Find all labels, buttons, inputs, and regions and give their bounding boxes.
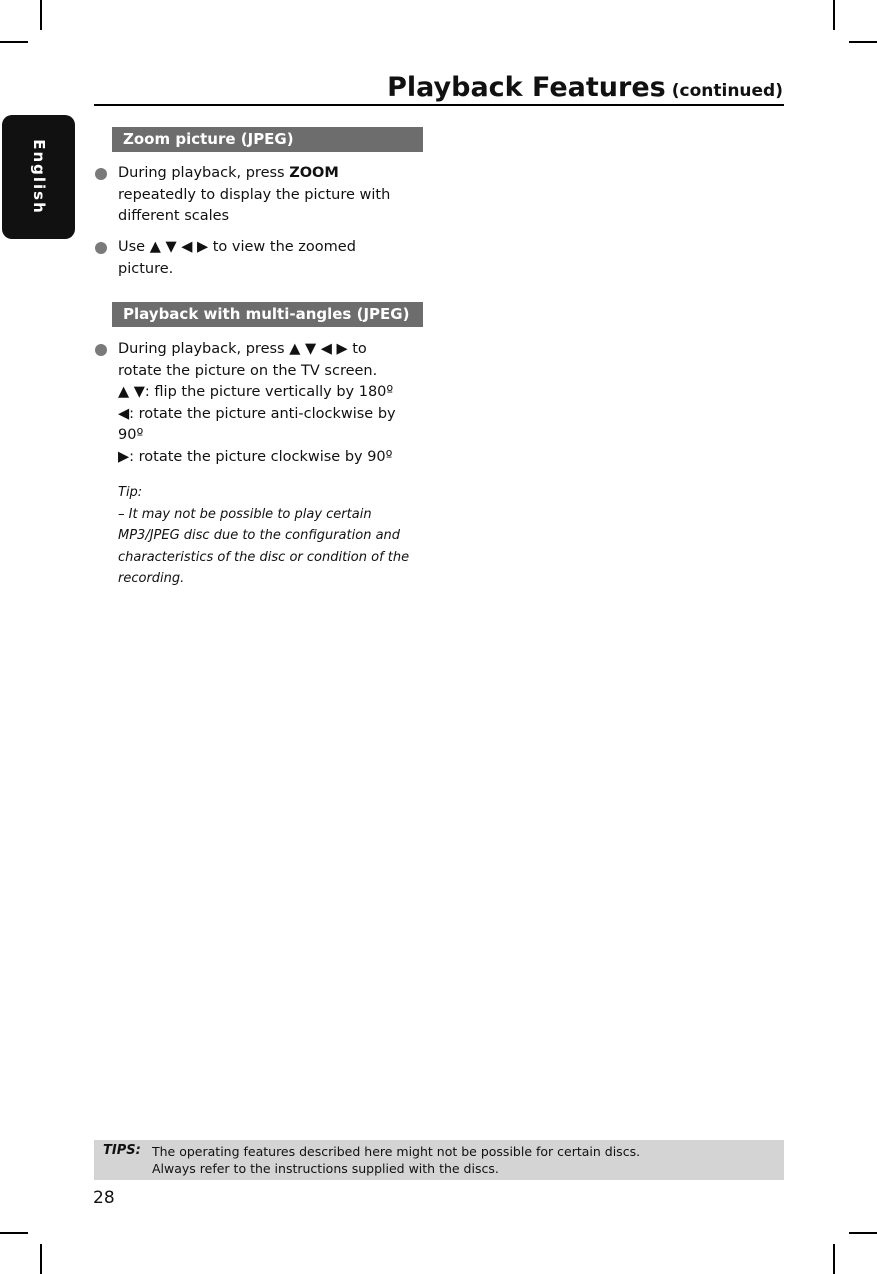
crop-mark [40, 1244, 42, 1274]
tip-label: Tip: [118, 485, 143, 500]
section-heading-zoom: Zoom picture (JPEG) [112, 127, 423, 152]
page-number: 28 [93, 1188, 115, 1208]
text-line: picture. [118, 260, 174, 277]
page-title [387, 72, 783, 103]
text-line: ▲ ▼: flip the picture vertically by 180º [118, 384, 394, 400]
tip-line: – It may not be possible to play certain [118, 506, 372, 522]
text-line: ◀: rotate the picture anti-clockwise by [118, 405, 396, 422]
crop-mark [833, 1244, 835, 1274]
crop-mark [40, 0, 42, 30]
section-heading-multi-angles: Playback with multi-angles (JPEG) [112, 302, 423, 327]
bullet-icon [95, 168, 107, 180]
list-item-text [118, 339, 418, 468]
crop-mark [0, 41, 28, 43]
title-rule [94, 104, 784, 106]
tips-box [94, 1140, 784, 1180]
list-item-text: During playback, press ZOOM repeatedly to display the picture with different scales [118, 163, 418, 228]
tips-line: The operating features described here might not be possible for certain discs. [152, 1144, 641, 1159]
crop-mark [833, 0, 835, 30]
text-line: different scales [118, 208, 230, 224]
crop-mark [849, 1232, 877, 1234]
zoom-button-label: ZOOM [289, 165, 339, 181]
tip-line: characteristics of the disc or condition of the [118, 549, 410, 565]
bullet-icon [95, 242, 107, 254]
tips-text [152, 1143, 640, 1177]
crop-mark [0, 1232, 28, 1234]
page-title-text: Playback Features [387, 72, 666, 103]
text-line: rotate the picture on the TV screen. [118, 362, 378, 379]
tips-label: TIPS: [103, 1143, 141, 1158]
tips-line: Always refer to the instructions supplied with the discs. [152, 1161, 499, 1176]
page-title-suffix: (continued) [671, 81, 783, 101]
list-item-text [118, 237, 418, 280]
tip-line: MP3/JPEG disc due to the configuration and [118, 528, 401, 543]
tip-line: recording. [118, 571, 185, 586]
language-tab [2, 115, 75, 239]
tip-note [118, 482, 428, 590]
text-line: 90º [118, 427, 144, 443]
text-line: ▶: rotate the picture clockwise by 90º [118, 448, 393, 465]
text-line: repeatedly to display the picture with [118, 186, 391, 203]
language-tab-label: English [29, 139, 48, 215]
bullet-icon [95, 344, 107, 356]
crop-mark [849, 41, 877, 43]
text-line: Use ▲ ▼ ◀ ▶ to view the zoomed [118, 239, 356, 255]
text-line: During playback, press ▲ ▼ ◀ ▶ to [118, 341, 367, 357]
